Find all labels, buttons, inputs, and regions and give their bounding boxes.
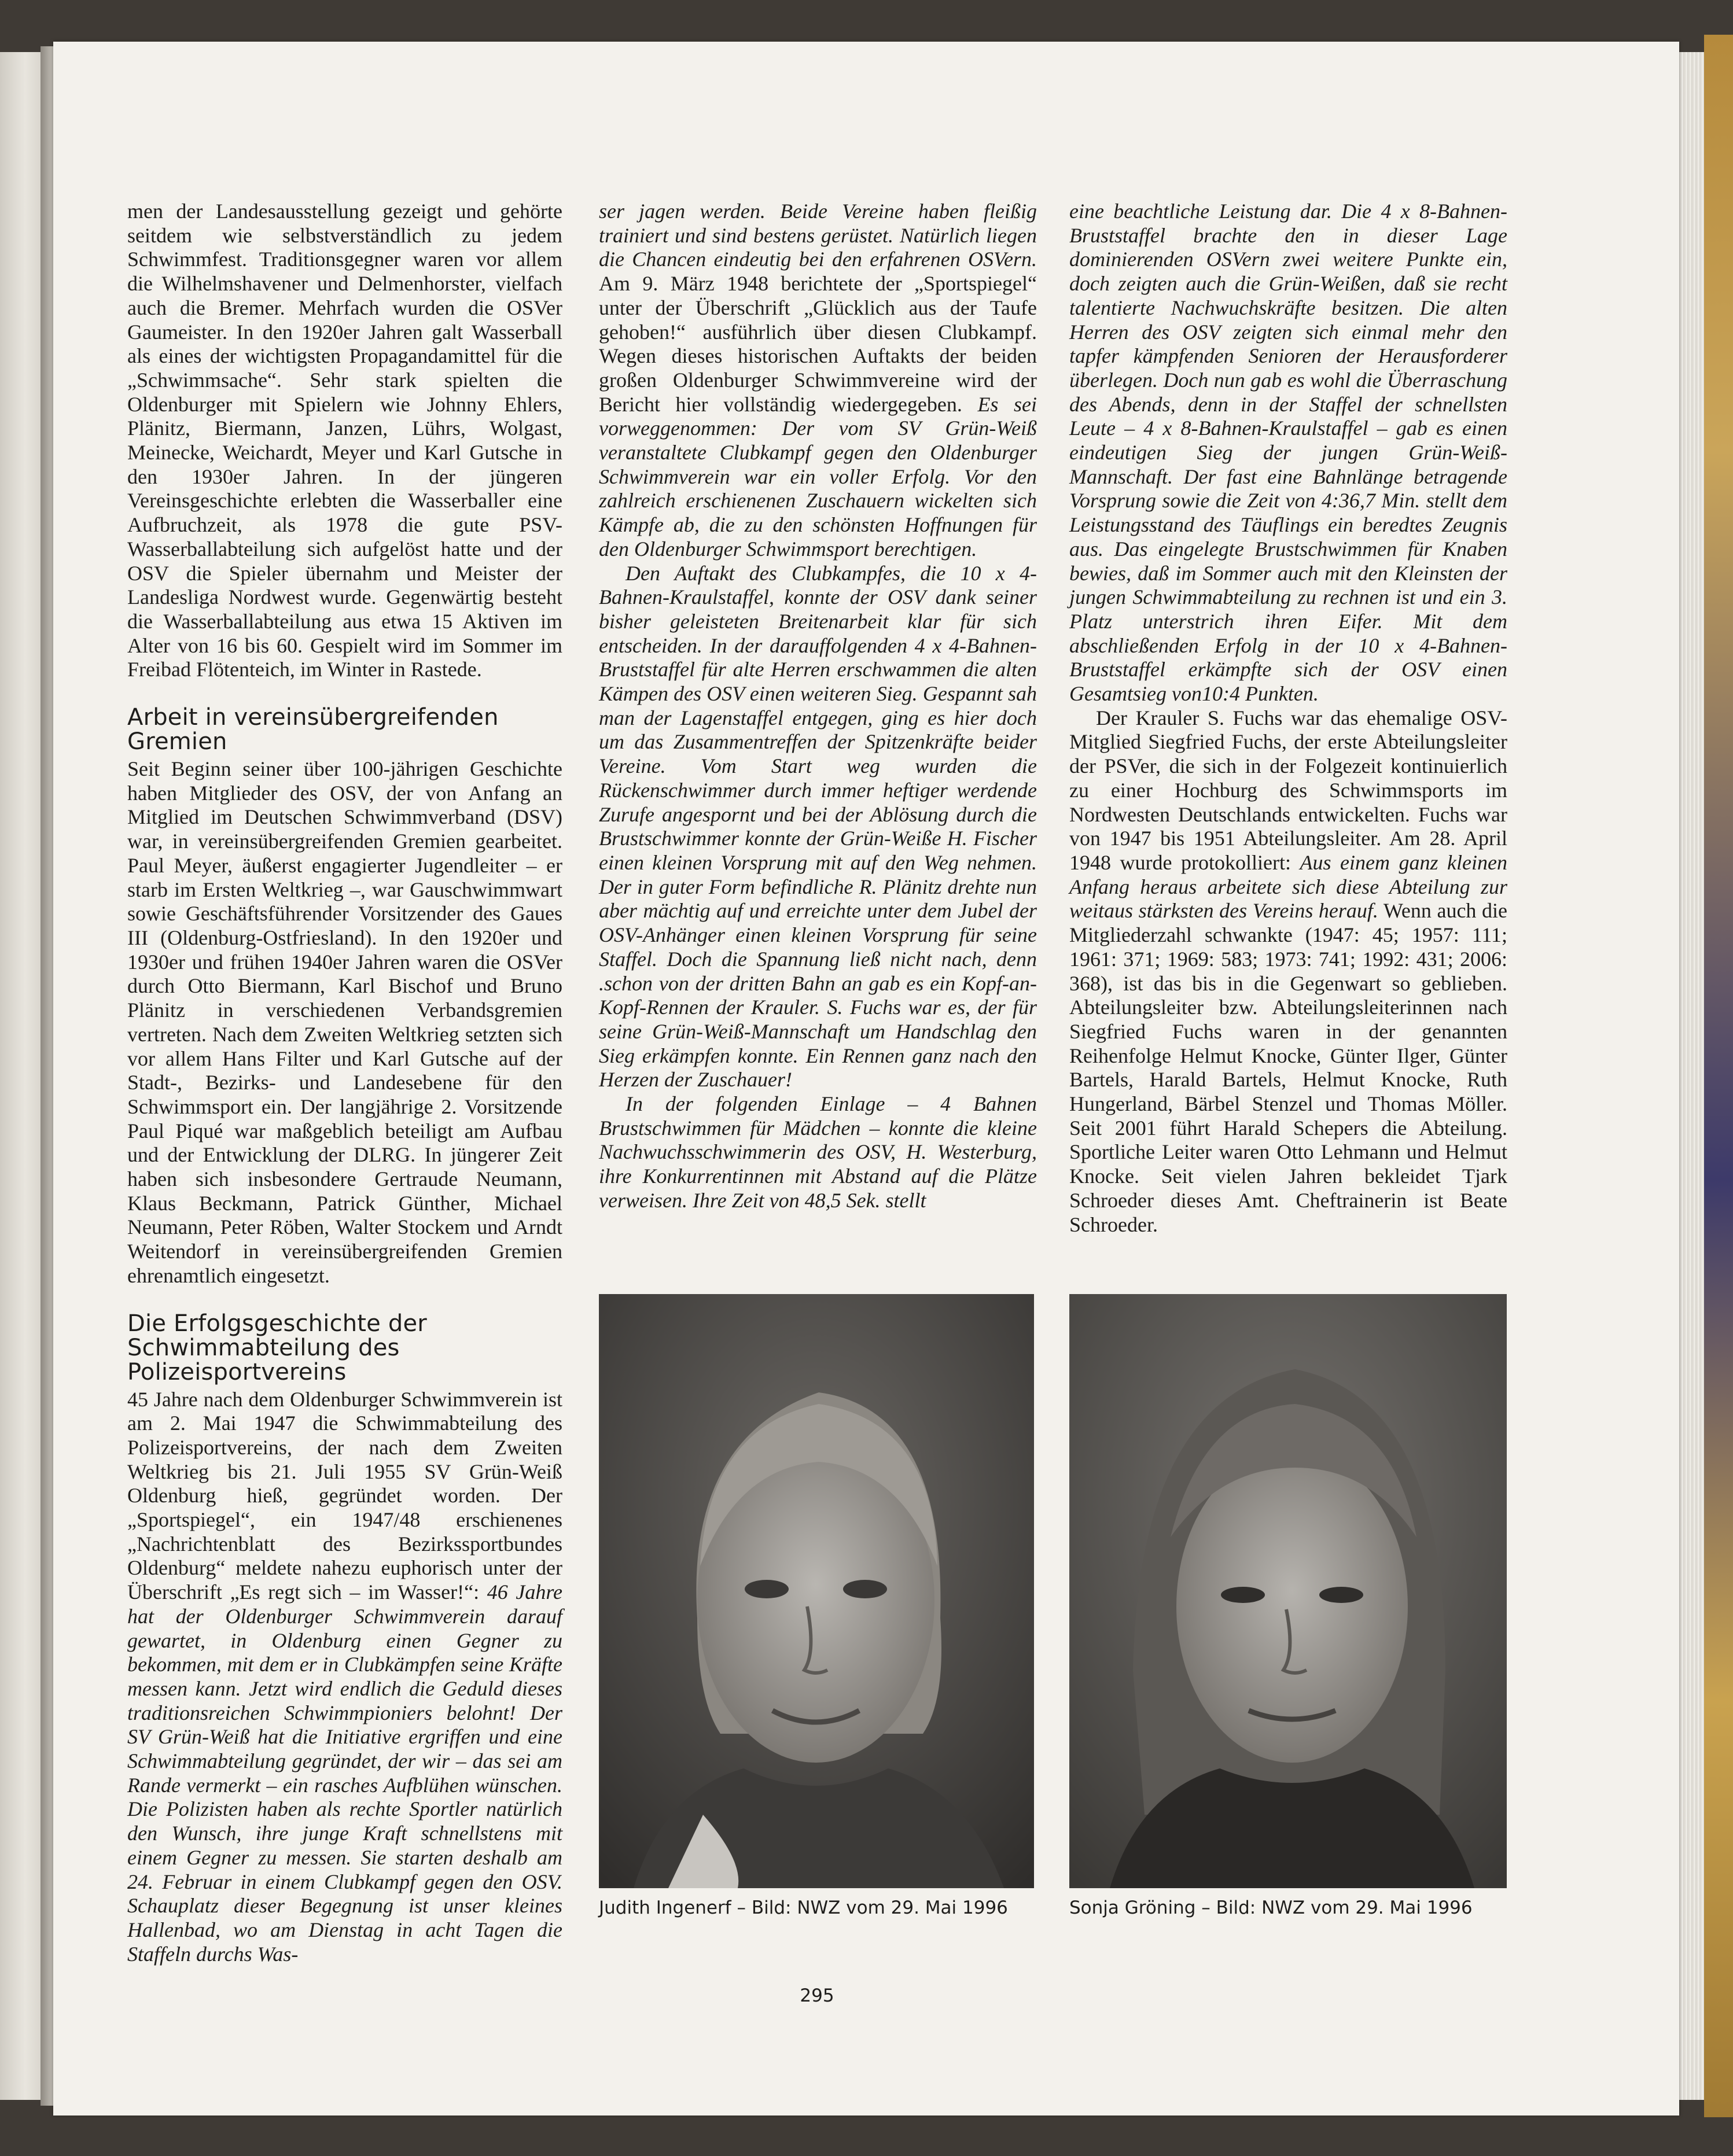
quote-text: ser jagen werden. Beide Vereine haben fleißig trainiert und sind bestens gerüstet. Natürlich liegen die Chancen eindeutig bei den erfahrenen OSVern. — [599, 200, 1037, 271]
paragraph-text: Am 9. März 1948 berichtete der „Sportspiegel“ unter der Überschrift „Glücklich aus der Taufe gehoben!“ ausführlich über diesen Clubkampf. Wegen dieses historischen Auftakts der beiden großen Oldenburger Schwimmvereine wird der Bericht hier vollständig wiedergegeben. — [599, 272, 1037, 416]
left-page-edge — [0, 52, 43, 2100]
photo-caption: Sonja Gröning – Bild: NWZ vom 29. Mai 1996 — [1069, 1897, 1473, 1918]
section-heading: Die Erfolgsgeschichte der Schwimmabteilung des Polizeisportvereins — [127, 1310, 427, 1385]
paragraph — [127, 1388, 562, 1967]
book-cover-edge — [1704, 35, 1733, 2117]
page-number: 295 — [800, 1985, 834, 2006]
portrait-photo — [599, 1294, 1034, 1888]
portrait-image — [1069, 1294, 1507, 1888]
section-heading: Arbeit in vereinsübergreifenden Gremien — [127, 704, 499, 755]
text-column-2 — [599, 200, 1037, 1213]
photo-caption: Judith Ingenerf – Bild: NWZ vom 29. Mai 1996 — [599, 1897, 1008, 1918]
text-column-3 — [1069, 200, 1507, 1237]
quote-paragraph: Den Auftakt des Clubkampfes, die 10 x 4-Bahnen-Kraulstaffel, konnte der OSV dank seiner bisher geleisteten Breitenarbeit klar für sich entscheiden. In der darauffolgenden 4 x 4-Bahnen-Bruststaffel für alte Herren erschwammen die alten Kämpen des OSV einen weiteren Sieg. Gespannt sah man der Lagenstaffel entgegen, ging es hier doch um das Zusammentreffen der Spitzenkräfte beider Vereine. Vom Start weg wurden die Rückenschwimmer durch immer heftiger werdende Zurufe angespornt und bei der Ablösung durch die Brustschwimmer konnte der Grün-Weiße H. Fischer einen kleinen Vorsprung mit auf den Weg nehmen. Der in guter Form befindliche R. Plänitz drehte nun aber mächtig auf und erreichte unter dem Jubel der OSV-Anhänger einen kleinen Vorsprung für seine Staffel. Doch die Spannung ließ nicht nach, denn .schon von der dritten Bahn an gab es ein Kopf-an-Kopf-Rennen der Krauler. S. Fuchs war es, der für seine Grün-Weiß-Mannschaft um Handschlag den Sieg erkämpfen konnte. Ein Rennen ganz nach den Herzen der Zuschauer! — [599, 561, 1037, 1092]
paragraph — [599, 200, 1037, 562]
quote-text: Es sei vorweggenommen: Der vom SV Grün-Weiß veranstaltete Clubkampf gegen den Oldenburger Schwimmverein war ein voller Erfolg. Vor den zahlreich erschienenen Zuschauern wickelten sich Kämpfe ab, die zu den schönsten Hoffnungen für den Oldenburger Schwimmsport berechtigen. — [599, 392, 1037, 561]
paragraph: Seit Beginn seiner über 100-jährigen Geschichte haben Mitglieder des OSV, der von Anfang an Mitglied im Deutschen Schwimmverband (DSV) war, in vereinsübergreifenden Gremien gearbeitet. Paul Meyer, äußerst engagierter Jugendleiter – er starb im Ersten Weltkrieg –, war Gauschwimmwart sowie Geschäftsführender Vorsitzender des Gaues III (Oldenburg-Ostfriesland). In den 1920er und 1930er und frühen 1940er Jahren waren die OSVer durch Otto Biermann, Karl Bischof und Bruno Plänitz in verschiedenen Verbandsgremien vertreten. Nach dem Zweiten Weltkrieg setzten sich vor allem Hans Filter und Karl Gutsche auf der Stadt-, Bezirks- und Landesebene für den Schwimmsport ein. Der langjährige 2. Vorsitzende Paul Piqué war maßgeblich beteiligt am Aufbau und der Entwicklung der DLRG. In jüngerer Zeit haben sich insbesondere Gertraude Neumann, Klaus Beckmann, Patrick Günther, Michael Neumann, Peter Röben, Walter Stockem und Arndt Weitendorf in vereinsübergreifenden Gremien ehrenamtlich eingesetzt. — [127, 757, 562, 1287]
quote-text: 46 Jahre hat der Oldenburger Schwimmverein darauf gewartet, in Oldenburg einen Gegner zu bekommen, mit dem er in Clubkämpfen seine Kräfte messen kann. Jetzt wird endlich die Geduld dieses traditionsreichen Schwimmpioniers belohnt! Der SV Grün-Weiß hat die Initiative ergriffen und eine Schwimmabteilung gegründet, der wir – das sei am Rande vermerkt – ein rasches Aufblühen wünschen. Die Polizisten haben als rechte Sportler natürlich den Wunsch, ihre junge Kraft schnellstens mit einem Gegner zu messen. Sie starten deshalb am 24. Februar in einem Clubkampf gegen den OSV. Schauplatz dieser Begegnung ist unser kleines Hallenbad, wo am Dienstag in acht Tagen die Staffeln durchs Was- — [127, 1580, 562, 1966]
text-column-1 — [127, 200, 562, 1966]
paragraph-text: Wenn auch die Mitgliederzahl schwankte (1947: 45; 1957: 111; 1961: 371; 1969: 583; 1973: 741; 1992: 431; 2006: 368), ist das bis in die Gegenwart so geblieben. Abteilungsleiter bzw. Abteilungsleiterinnen nach Siegfried Fuchs waren in der genannten Reihenfolge Helmut Knocke, Günter Ilger, Günter Bartels, Harald Bartels, Helmut Knocke, Ruth Hungerland, Bärbel Stenzel und Thomas Möller. Seit 2001 führt Harald Schepers die Abteilung. Sportliche Leiter waren Otto Lehmann und Helmut Knocke. Seit vielen Jahren bekleidet Tjark Schroeder dieses Amt. Cheftrainerin ist Beate Schroeder. — [1069, 899, 1507, 1236]
portrait-image — [599, 1294, 1034, 1888]
paragraph-text: Der Krauler S. Fuchs war das ehemalige OSV-Mitglied Siegfried Fuchs, der erste Abteilungsleiter der PSVer, die sich in der Folgezeit kontinuierlich zu einer Hochburg des Schwimmsports im Nordwesten Deutschlands entwickelten. Fuchs war von 1947 bis 1951 Abteilungsleiter. Am 28. April 1948 wurde protokolliert: — [1069, 706, 1507, 874]
paragraph — [1069, 706, 1507, 1237]
paragraph: men der Landesausstellung gezeigt und gehörte seitdem wie selbstverständlich zu jedem Schwimmfest. Traditionsgegner waren vor allem die Wilhelmshavener und Delmenhorster, vielfach auch die Bremer. Mehrfach wurden die OSVer Gaumeister. In den 1920er Jahren galt Wasserball als eines der wichtigsten Propagandamittel für die „Schwimmsache“. Sehr stark spielten die Oldenburger mit Spielern wie Johnny Ehlers, Plänitz, Biermann, Janzen, Lührs, Wolgast, Meinecke, Weichardt, Meyer und Karl Gutsche in den 1930er Jahren. In der jüngeren Vereinsgeschichte erlebten die Wasserballer eine Aufbruchzeit, als 1978 die gute PSV-Wasserballabteilung sich aufgelöst hatte und der OSV die Spieler übernahm und Meister der Landesliga Nordwest wurde. Gegenwärtig besteht die Wasserballabteilung aus etwa 15 Aktiven im Alter von 16 bis 60. Gespielt wird im Sommer im Freibad Flötenteich, im Winter in Rastede. — [127, 200, 562, 681]
quote-paragraph: In der folgenden Einlage – 4 Bahnen Brustschwimmen für Mädchen – konnte die kleine Nachwuchsschwimmerin des OSV, H. Westerburg, ihre Konkurrentinnen mit Abstand auf die Plätze verweisen. Ihre Zeit von 48,5 Sek. stellt — [599, 1092, 1037, 1212]
paragraph-text: 45 Jahre nach dem Oldenburger Schwimmverein ist am 2. Mai 1947 die Schwimmabteilung des Polizeisportvereins, der nach dem Zweiten Weltkrieg bis 21. Juli 1955 SV Grün-Weiß Oldenburg hieß, gegründet worden. Der „Sportspiegel“, ein 1947/48 erschienenes „Nachrichtenblatt des Bezirkssportbundes Oldenburg“ meldete nahezu euphorisch unter der Überschrift „Es regt sich – im Wasser!“: — [127, 1387, 562, 1604]
quote-paragraph: eine beachtliche Leistung dar. Die 4 x 8-Bahnen-Bruststaffel brachte den in dieser Lage dominierenden OSVern zwei weitere Punkte ein, doch zeigten auch die Grün-Weißen, daß sie recht talentierte Nachwuchskräfte besitzen. Die alten Herren des OSV zeigten sich einmal mehr den tapfer kämpfenden Senioren der Herausforderer überlegen. Doch nun gab es wohl die Überraschung des Abends, denn in der Staffel der schnellsten Leute – 4 x 8-Bahnen-Kraulstaffel – gab es einen eindeutigen Sieg der jungen Grün-Weiß-Mannschaft. Der fast eine Bahnlänge betragende Vorsprung sowie die Zeit von 4:36,7 Min. stellt dem Leistungsstand des Täuflings ein beredtes Zeugnis aus. Das eingelegte Brustschwimmen für Knaben bewies, daß im Sommer auch mit den Kleinsten der jungen Schwimmabteilung zu rechnen ist und ein 3. Platz unterstrich ihren Eifer. Mit dem abschließenden Erfolg in der 10 x 4-Bahnen-Bruststaffel erkämpfte sich der OSV einen Gesamtsieg von10:4 Punkten. — [1069, 200, 1507, 706]
portrait-photo — [1069, 1294, 1507, 1888]
quote-text: Aus einem ganz kleinen Anfang heraus arbeitete sich diese Abteilung zur weitaus stärksten des Vereins herauf. — [1069, 850, 1508, 923]
